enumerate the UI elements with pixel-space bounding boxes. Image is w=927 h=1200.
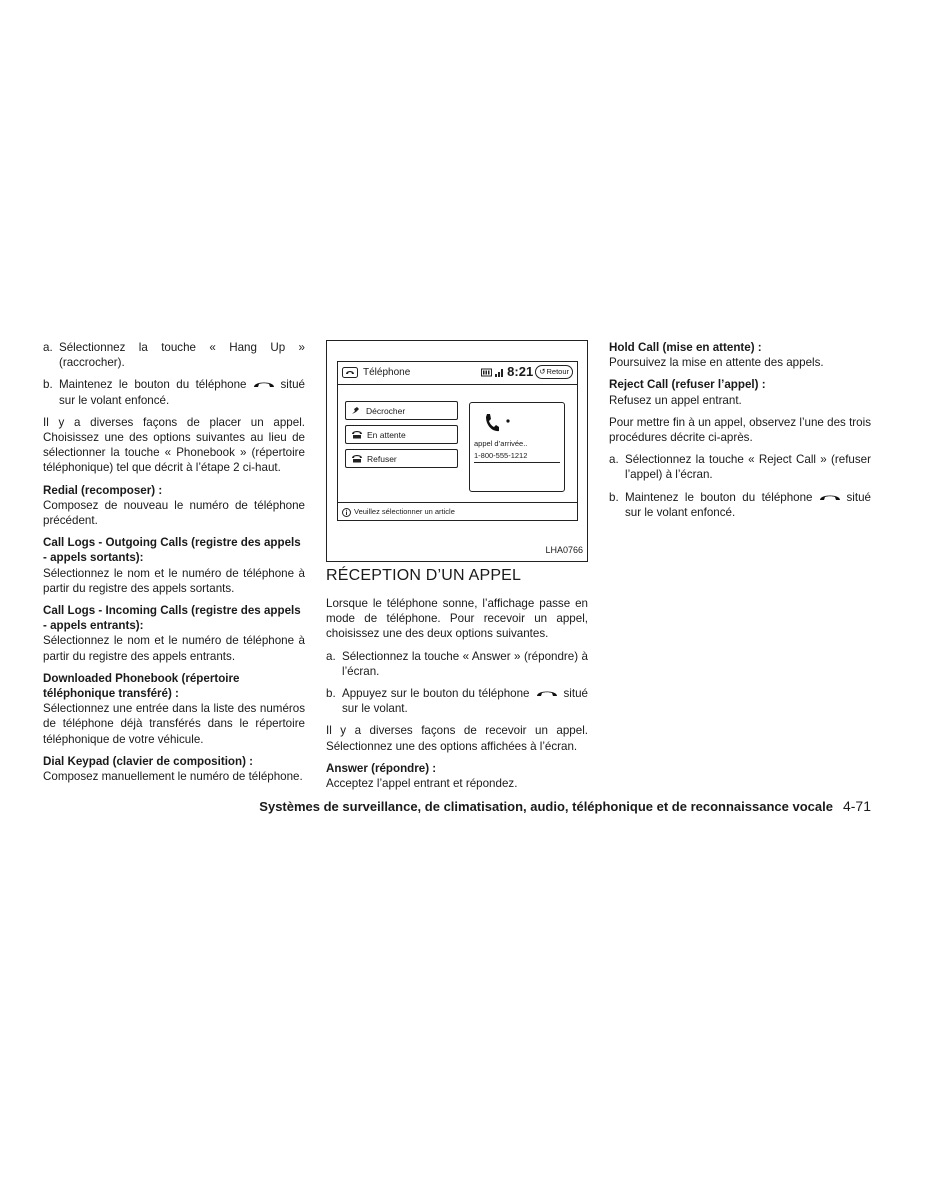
incoming-number: 1-800-555-1212 (474, 451, 528, 460)
battery-icon (481, 368, 493, 377)
paragraph: Refusez un appel entrant. (609, 393, 742, 407)
column-right (609, 340, 871, 527)
clock: 8:21 (507, 364, 534, 379)
signal-icon (495, 367, 505, 377)
hang-up-phone-icon (253, 379, 275, 389)
hold-phone-icon (351, 430, 363, 439)
info-icon (342, 508, 351, 517)
list-text: Appuyez sur le bouton du téléphone (342, 687, 530, 701)
paragraph: Il y a diverses façons de recevoir un appel. Sélectionnez une des options affichées à l’écran. (326, 724, 588, 753)
back-button[interactable]: ↺ Retour (535, 365, 573, 379)
phone-screen (337, 361, 578, 521)
phone-answer-icon (351, 406, 362, 415)
column-left (43, 340, 305, 791)
paragraph: Poursuivez la mise en attente des appels. (609, 356, 824, 370)
subheading: Call Logs - Incoming Calls (registre des appels - appels entrants): (43, 604, 301, 633)
list-item (43, 377, 305, 407)
paragraph: Composez de nouveau le numéro de téléphone précédent. (43, 498, 305, 528)
back-arrow-icon: ↺ (539, 367, 546, 376)
list-label: b. (609, 490, 619, 504)
divider (474, 462, 560, 463)
list-text: Sélectionnez la touche « Reject Call » (refuser l’appel) à l’écran. (625, 453, 871, 482)
paragraph: Lorsque le téléphone sonne, l’affichage passe en mode de téléphone. Pour recevoir un appel, choisissez une des deux options suivantes. (326, 597, 588, 641)
divider (338, 502, 577, 503)
hint-text: Veuillez sélectionner un article (354, 507, 455, 516)
subheading: Answer (répondre) : (326, 761, 437, 775)
list-item (43, 340, 305, 370)
column-middle (326, 340, 588, 798)
list-label: a. (609, 453, 619, 467)
list-text: situé sur le volant. (342, 687, 588, 716)
list-text: situé sur le volant enfoncé. (625, 490, 871, 519)
paragraph: Sélectionnez une entrée dans la liste des numéros de téléphone déjà transférés dans le répertoire téléphonique de votre véhicule. (43, 702, 305, 746)
figure-id: LHA0766 (545, 544, 583, 555)
list-item (326, 686, 588, 716)
list-label: b. (43, 378, 53, 392)
divider (338, 384, 577, 385)
paragraph: Pour mettre fin à un appel, observez l’une des trois procédures décrite ci-après. (609, 415, 871, 445)
page-number: 4-71 (842, 798, 871, 814)
list-label: a. (326, 649, 336, 663)
list-text: Sélectionnez la touche « Answer » (répondre) à l’écran. (342, 649, 588, 678)
answer-button[interactable]: Décrocher (345, 401, 458, 420)
incoming-call-panel (469, 402, 565, 492)
list-label: b. (326, 687, 336, 701)
list-text: Maintenez le bouton du téléphone (59, 378, 247, 392)
subheading: Downloaded Phonebook (répertoire téléphonique transféré) : (43, 671, 240, 701)
page-footer (220, 799, 871, 814)
phone-screen-figure (326, 340, 588, 562)
hang-up-phone-icon (819, 492, 841, 502)
list-text: Sélectionnez la touche « Hang Up » (raccrocher). (59, 341, 305, 370)
status-dot-icon (506, 419, 510, 423)
paragraph: Sélectionnez le nom et le numéro de téléphone à partir du registre des appels entrants. (43, 634, 305, 663)
hold-button[interactable]: En attente (345, 425, 458, 444)
subheading: Dial Keypad (clavier de composition) : (43, 754, 254, 768)
phone-menu-icon (342, 367, 358, 378)
list-item (326, 649, 588, 679)
chapter-title: Systèmes de surveillance, de climatisation, audio, téléphonique et de reconnaissance vocale (259, 799, 833, 814)
subheading: Call Logs - Outgoing Calls (registre des appels - appels sortants): (43, 536, 301, 565)
subheading: Reject Call (refuser l’appel) : (609, 378, 766, 392)
screen-title: Téléphone (363, 366, 411, 378)
paragraph: Acceptez l’appel entrant et répondez. (326, 777, 518, 791)
subheading: Hold Call (mise en attente) : (609, 341, 762, 354)
incoming-label: appel d’arrivée.. (474, 439, 528, 448)
list-item (609, 452, 871, 482)
paragraph: Composez manuellement le numéro de téléphone. (43, 770, 303, 784)
ringing-phone-icon (484, 413, 500, 433)
list-label: a. (43, 341, 53, 354)
list-text: Maintenez le bouton du téléphone (625, 490, 813, 504)
reject-phone-icon (351, 454, 363, 463)
list-text: situé sur le volant enfoncé. (59, 378, 305, 407)
paragraph: Il y a diverses façons de placer un appel. Choisissez une des options suivantes au lieu de sélectionner la touche « Phonebook » (répertoire téléphonique) tel que décrit à l’étape 2 ci-haut. (43, 415, 305, 475)
list-item (609, 490, 871, 520)
paragraph: Sélectionnez le nom et le numéro de téléphone à partir du registre des appels sortants. (43, 566, 305, 595)
phone-button-icon (536, 688, 558, 698)
subheading: Redial (recomposer) : (43, 483, 163, 497)
reject-button[interactable]: Refuser (345, 449, 458, 468)
section-title: RÉCEPTION D’UN APPEL (326, 567, 522, 584)
